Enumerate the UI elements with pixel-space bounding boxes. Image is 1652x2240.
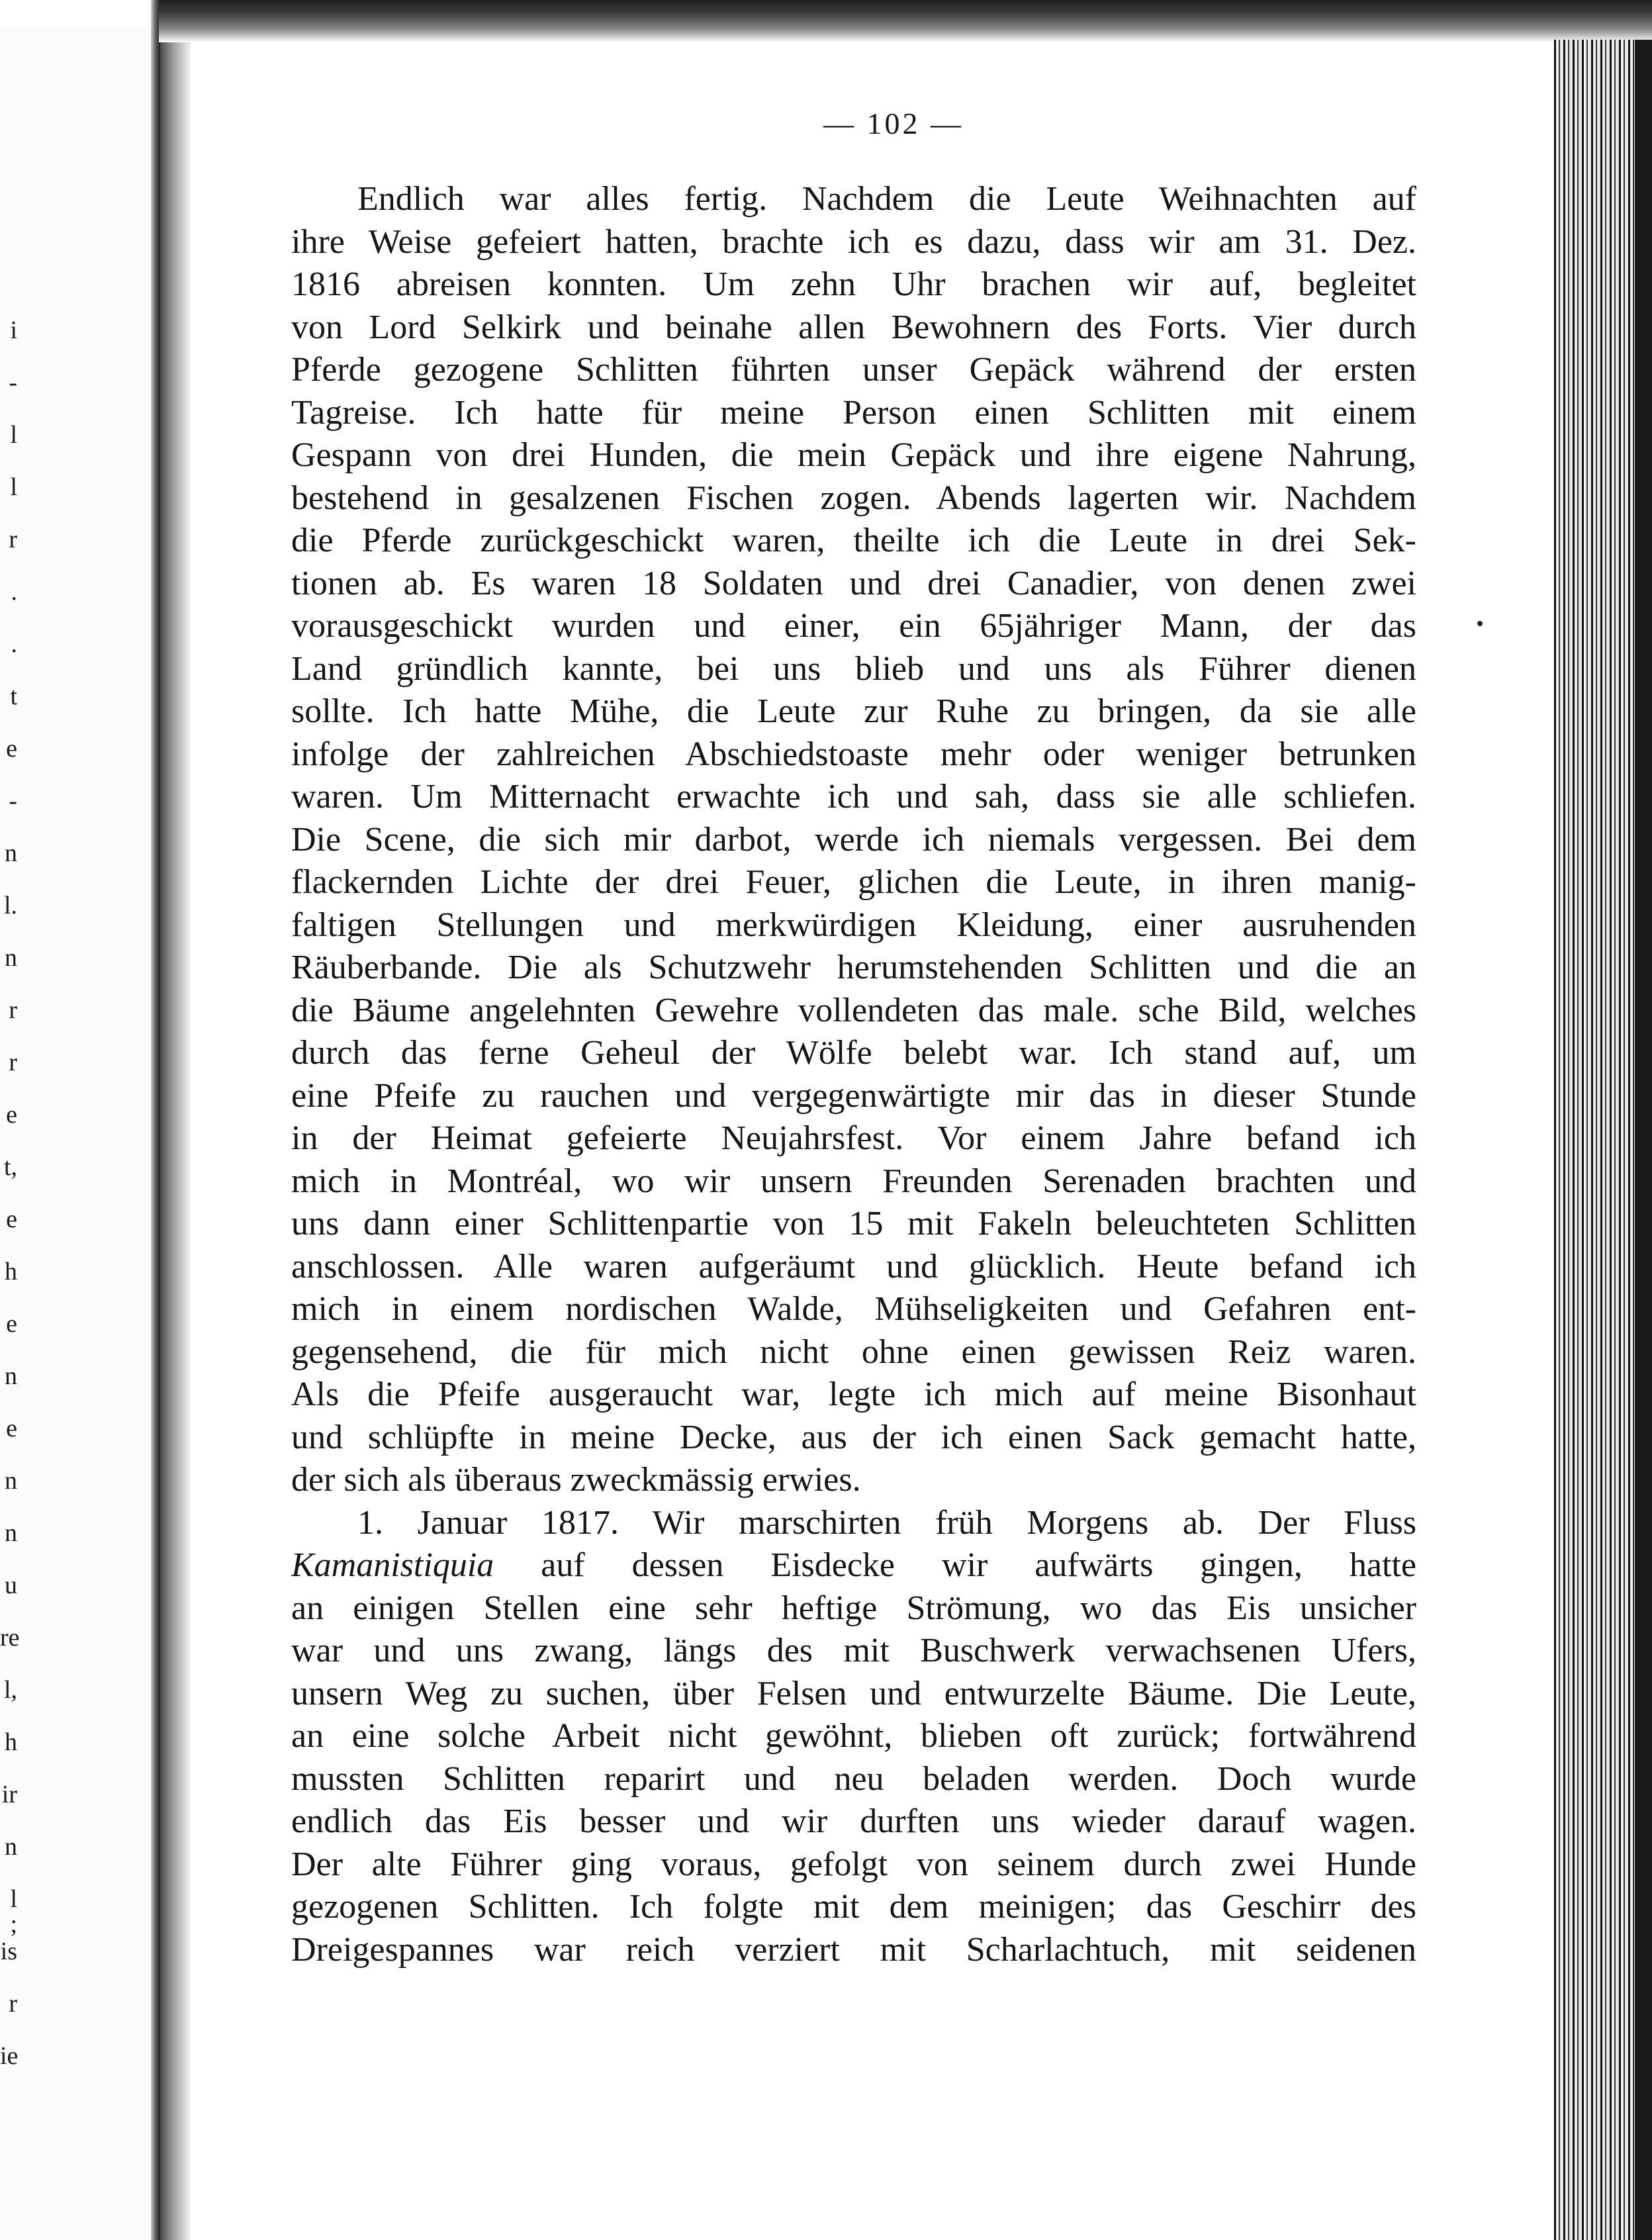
text-line: mich in einem nordischen Walde, Mühseligkeiten und Gefahren ent- <box>291 1290 1416 1328</box>
text-line: der sich als überaus zweckmässig erwies. <box>291 1461 861 1499</box>
margin-letter: r <box>9 1990 17 2018</box>
text-line: faltigen Stellungen und merkwürdigen Kleidung, einer ausruhenden <box>291 906 1416 944</box>
text-line: ihre Weise gefeiert hatten, brachte ich es dazu, dass wir am 31. Dez. <box>291 222 1416 261</box>
text-line: Räuberbande. Die als Schutzwehr herumstehenden Schlitten und die an <box>291 949 1416 986</box>
margin-letter: h <box>5 1258 17 1285</box>
top-scan-shadow <box>159 0 1652 42</box>
text-line <box>291 1544 1416 1587</box>
book-page <box>291 106 1416 1971</box>
previous-page-edge <box>0 26 159 2240</box>
margin-letter: r <box>9 526 17 553</box>
gutter-shadow <box>160 40 191 2240</box>
margin-letter: re <box>0 1624 20 1652</box>
text-line: und schlüpfte in meine Decke, aus der ich einen Sack gemacht hatte, <box>291 1418 1416 1456</box>
text-line: eine Pfeife zu rauchen und vergegenwärtigte mir das in dieser Stunde <box>291 1076 1416 1115</box>
text-line: an eine solche Arbeit nicht gewöhnt, blieben oft zurück; fortwährend <box>291 1717 1416 1755</box>
text-line: endlich das Eis besser und wir durften uns wieder darauf wagen. <box>291 1802 1416 1840</box>
margin-letter: l <box>10 473 17 501</box>
margin-letter: - <box>9 369 17 397</box>
margin-letter: r <box>9 996 17 1024</box>
text-line: mich in Montréal, wo wir unsern Freunden Serenaden brachten und <box>291 1162 1416 1200</box>
text-line: in der Heimat gefeierte Neujahrsfest. Vor einem Jahre befand ich <box>291 1119 1416 1157</box>
scan-border-right <box>1635 40 1652 2240</box>
margin-letter: is <box>0 1937 17 1965</box>
margin-letter: n <box>5 1467 17 1495</box>
text-line: unsern Weg zu suchen, über Felsen und entwurzelte Bäume. Die Leute, <box>291 1674 1416 1712</box>
text-line: Der alte Führer ging voraus, gefolgt von seinem durch zwei Hunde <box>291 1845 1416 1883</box>
page-body-text <box>291 178 1416 1971</box>
margin-letter: e <box>6 1310 17 1338</box>
text-line: uns dann einer Schlittenpartie von 15 mit Fakeln beleuchteten Schlitten <box>291 1205 1416 1242</box>
margin-letter: e <box>6 735 17 763</box>
text-line: die Pferde zurückgeschickt waren, theilte ich die Leute in drei Sek- <box>291 522 1416 559</box>
margin-letter: t, <box>3 1153 17 1181</box>
text-line: vorausgeschickt wurden und einer, ein 65jähriger Mann, der das <box>291 607 1416 645</box>
text-line: Als die Pfeife ausgeraucht war, legte ich mich auf meine Bisonhaut <box>291 1376 1416 1413</box>
text-line: die Bäume angelehnten Gewehre vollendeten das male. sche Bild, welches <box>291 991 1416 1029</box>
text-line: Land gründlich kannte, bei uns blieb und uns als Führer dienen <box>291 649 1416 688</box>
text-line: 1. Januar 1817. Wir marschirten früh Morgens ab. Der Fluss <box>357 1503 1416 1542</box>
text-line: durch das ferne Geheul der Wölfe belebt war. Ich stand auf, um <box>291 1034 1416 1072</box>
margin-letter: . <box>11 630 17 658</box>
text-line: war und uns zwang, längs des mit Buschwerk verwachsenen Ufers, <box>291 1632 1416 1669</box>
margin-letter: e <box>6 1205 17 1233</box>
text-line: Die Scene, die sich mir darbot, werde ich niemals vergessen. Bei dem <box>291 820 1416 859</box>
margin-letter: n <box>5 839 17 867</box>
book-spine-edge <box>151 0 160 2240</box>
text-line: infolge der zahlreichen Abschiedstoaste mehr oder weniger betrunken <box>291 735 1416 773</box>
text-line: flackernden Lichte der drei Feuer, glichen die Leute, in ihren manig- <box>291 863 1416 901</box>
margin-letter: e <box>6 1415 17 1442</box>
text-line: Endlich war alles fertig. Nachdem die Leute Weihnachten auf <box>357 180 1416 218</box>
margin-letter: h <box>5 1728 17 1756</box>
margin-letter: r <box>9 1049 17 1076</box>
margin-letter: t <box>10 682 17 710</box>
margin-letter: ir <box>1 1781 17 1808</box>
margin-letter: e <box>6 1101 17 1129</box>
text-line: gezogenen Schlitten. Ich folgte mit dem meinigen; das Geschirr des <box>291 1888 1416 1926</box>
margin-letter: - <box>9 787 17 815</box>
margin-letter: l ; <box>10 1885 17 1938</box>
text-line: tionen ab. Es waren 18 Soldaten und drei Canadier, von denen zwei <box>291 564 1416 602</box>
text-line: anschlossen. Alle waren aufgeräumt und glücklich. Heute befand ich <box>291 1247 1416 1285</box>
text-line: Tagreise. Ich hatte für meine Person einen Schlitten mit einem <box>291 393 1416 432</box>
margin-letter: . <box>11 578 17 606</box>
margin-letter: n <box>5 944 17 972</box>
margin-letter: u <box>5 1571 17 1599</box>
text-line: an einigen Stellen eine sehr heftige Strömung, wo das Eis unsicher <box>291 1589 1416 1627</box>
text-line: bestehend in gesalzenen Fischen zogen. Abends lagerten wir. Nachdem <box>291 479 1416 517</box>
page-number: — 102 — <box>823 107 964 140</box>
margin-letter: l, <box>3 1676 17 1704</box>
river-name: Kamanistiquia <box>291 1546 494 1584</box>
margin-letter: ie <box>0 2042 19 2070</box>
margin-letter: n <box>5 1519 17 1547</box>
margin-letter: l <box>10 421 17 449</box>
margin-letter: n <box>5 1833 17 1861</box>
text-line: gegensehend, die für mich nicht ohne einen gewissen Reiz waren. <box>291 1332 1416 1371</box>
text-line: 1816 abreisen konnten. Um zehn Uhr brachen wir auf, begleitet <box>291 265 1416 303</box>
text-line: Pferde gezogene Schlitten führten unser Gepäck während der ersten <box>291 351 1416 389</box>
margin-dot-mark <box>1477 621 1483 626</box>
text-line: Gespann von drei Hunden, die mein Gepäck und ihre eigene Nahrung, <box>291 436 1416 474</box>
text-line: waren. Um Mitternacht erwachte ich und sah, dass sie alle schliefen. <box>291 778 1416 816</box>
margin-letter: l. <box>3 892 17 919</box>
text-line: mussten Schlitten reparirt und neu beladen werden. Doch wurde <box>291 1759 1416 1798</box>
text-span: auf dessen Eisdecke wir aufwärts gingen, hatte <box>494 1546 1416 1584</box>
margin-letter: n <box>5 1362 17 1390</box>
margin-letter: i <box>10 316 17 344</box>
text-line: von Lord Selkirk und beinahe allen Bewohnern des Forts. Vier durch <box>291 308 1416 346</box>
text-line: sollte. Ich hatte Mühe, die Leute zur Ruhe zu bringen, da sie alle <box>291 692 1416 730</box>
text-line: Dreigespannes war reich verziert mit Scharlachtuch, mit seidenen <box>291 1930 1416 1969</box>
